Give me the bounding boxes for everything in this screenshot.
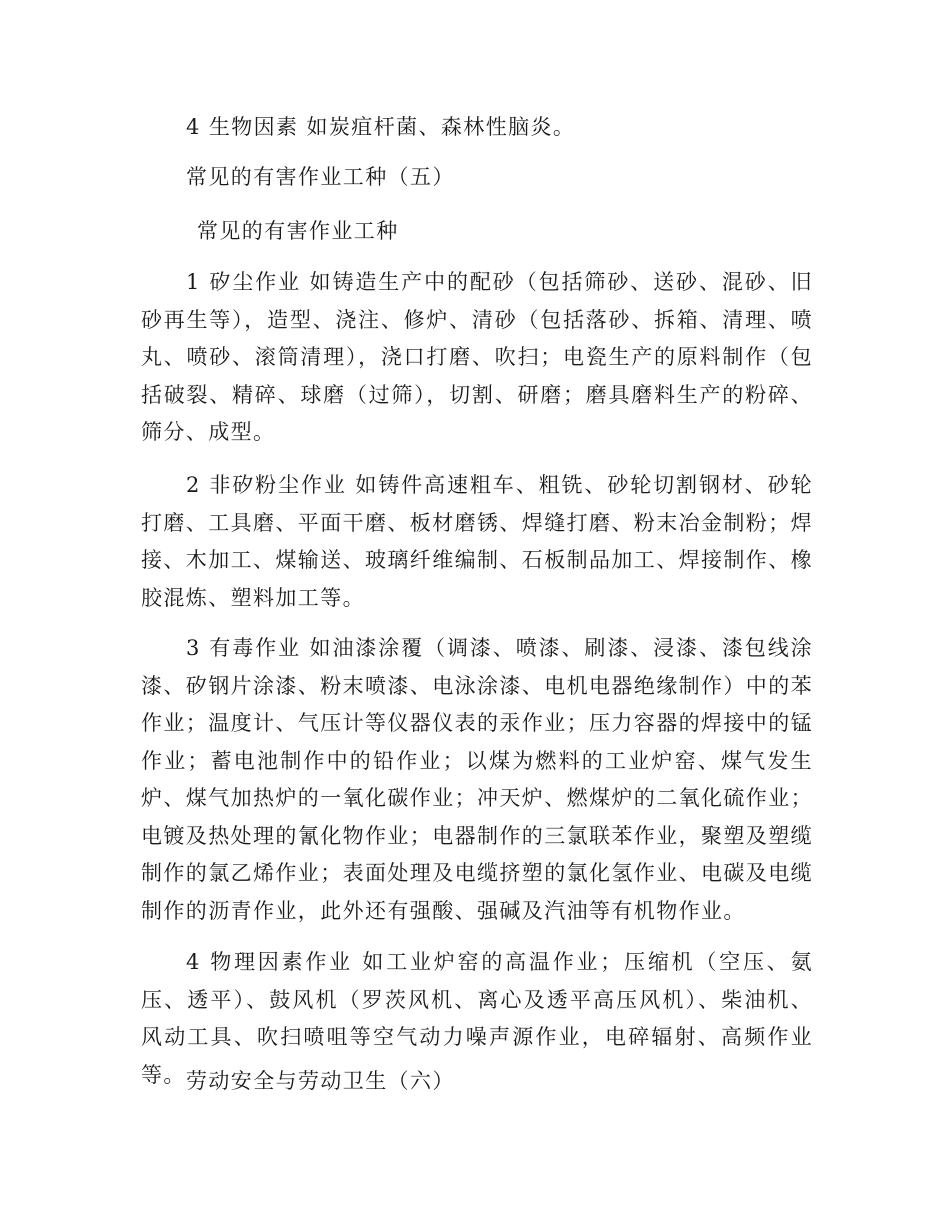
item-3-toxic-work: 3 有毒作业 如油漆涂覆（调漆、喷漆、刷漆、浸漆、漆包线涂漆、矽钢片涂漆、粉末喷漆、电泳涂漆、电机电器绝缘制作）中的苯作业；温度计、气压计等仪器仪表的汞作业；压力容器的焊接中的锰作业；蓄电池制作中的铅作业；以煤为燃料的工业炉窑、煤气发生炉、煤气加热炉的一氧化碳作业；冲天炉、燃煤炉的二氧化硫作业；电镀及热处理的氰化物作业；电器制作的三氯联苯作业，聚塑及塑缆制作的氯乙烯作业；表面处理及电缆挤塑的氯化氢作业、电碳及电缆制作的沥青作业，此外还有强酸、强碱及汽油等有机物作业。 — [141, 636, 813, 923]
item-4-physical-factors: 4 物理因素作业 如工业炉窑的高温作业；压缩机（空压、氨压、透平）、鼓风机（罗茨风机、离心及透平高压风机）、柴油机、风动工具、吹扫喷咀等空气动力噪声源作业，电碎辐射、高频作业等。 — [141, 950, 813, 1087]
item-1-silica-dust: 1 矽尘作业 如铸造生产中的配砂（包括筛砂、送砂、混砂、旧砂再生等），造型、浇注、修炉、清砂（包括落砂、拆箱、清理、喷丸、喷砂、滚筒清理），浇口打磨、吹扫；电瓷生产的原料制作（包括破裂、精碎、球磨（过筛），切割、研磨；磨具磨料生产的粉碎、筛分、成型。 — [141, 270, 813, 444]
item-2-non-silica-dust: 2 非矽粉尘作业 如铸件高速粗车、粗铣、砂轮切割钢材、砂轮打磨、工具磨、平面干磨、板材磨锈、焊缝打磨、粉末冶金制粉；焊接、木加工、煤输送、玻璃纤维编制、石板制品加工、焊接制作、橡胶混炼、塑料加工等。 — [141, 473, 813, 610]
section-6-title: 劳动安全与劳动卫生（六） — [186, 1069, 455, 1093]
bio-factor-line: 4 生物因素 如炭疽杆菌、森林性脑炎。 — [186, 115, 576, 139]
section-5-title: 常见的有害作业工种（五） — [186, 165, 455, 189]
section-5-subtitle: 常见的有害作业工种 — [197, 219, 399, 243]
